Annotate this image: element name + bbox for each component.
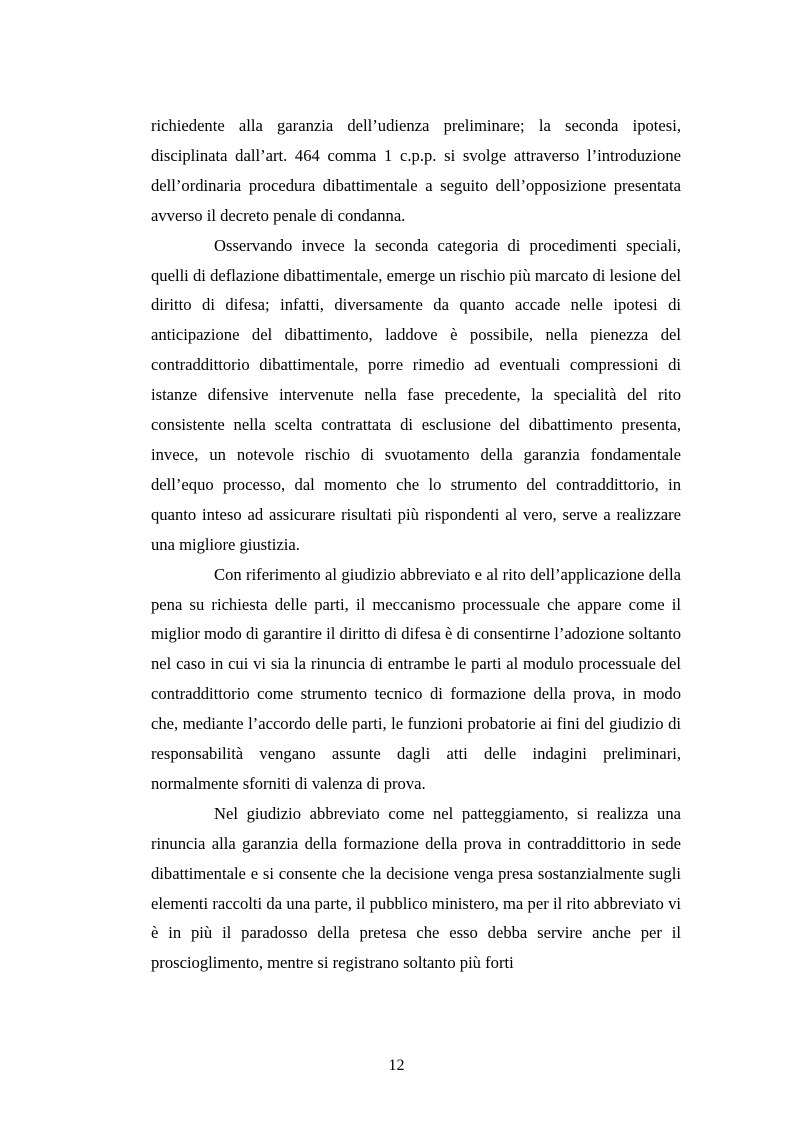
paragraph-4: Nel giudizio abbreviato come nel patteggiamento, si realizza una rinuncia alla garanzia della formazione della prova in contraddittorio in sede dibattimentale e si consente che la decisione venga presa sostanzialmente sugli elementi raccolti da una parte, il pubblico ministero, ma per il rito abbreviato vi è in più il paradosso della pretesa che esso debba servire anche per il proscioglimento, mentre si registrano soltanto più forti xyxy=(151,803,681,973)
paragraph-1: richiedente alla garanzia dell’udienza preliminare; la seconda ipotesi, disciplinata dall’art. 464 comma 1 c.p.p. si svolge attraverso l’introduzione dell’ordinaria procedura dibattimentale a seguito dell’opposizione presentata avverso il decreto penale di condanna. xyxy=(151,116,681,225)
body-text xyxy=(151,111,681,978)
paragraph-2: Osservando invece la seconda categoria di procedimenti speciali, quelli di deflazione dibattimentale, emerge un rischio più marcato di lesione del diritto di difesa; infatti, diversamente da quanto accade nelle ipotesi di anticipazione del dibattimento, laddove è possibile, nella pienezza del contraddittorio dibattimentale, porre rimedio ad eventuali compressioni di istanze difensive intervenute nella fase precedente, la specialità del rito consistente nella scelta contrattata di esclusione del dibattimento presenta, invece, un notevole rischio di svuotamento della garanzia fondamentale dell’equo processo, dal momento che lo strumento del contraddittorio, in quanto inteso ad assicurare risultati più rispondenti al vero, serve a realizzare una migliore giustizia. xyxy=(151,235,681,554)
page-number: 12 xyxy=(388,1057,405,1074)
paragraph-3: Con riferimento al giudizio abbreviato e al rito dell’applicazione della pena su richiesta delle parti, il meccanismo processuale che appare come il miglior modo di garantire il diritto di difesa è di consentirne l’adozione soltanto nel caso in cui vi sia la rinuncia di entrambe le parti al modulo processuale del contraddittorio come strumento tecnico di formazione della prova, in modo che, mediante l’accordo delle parti, le funzioni probatorie ai fini del giudizio di responsabilità vengano assunte dagli atti delle indagini preliminari, normalmente sforniti di valenza di prova. xyxy=(151,564,681,793)
